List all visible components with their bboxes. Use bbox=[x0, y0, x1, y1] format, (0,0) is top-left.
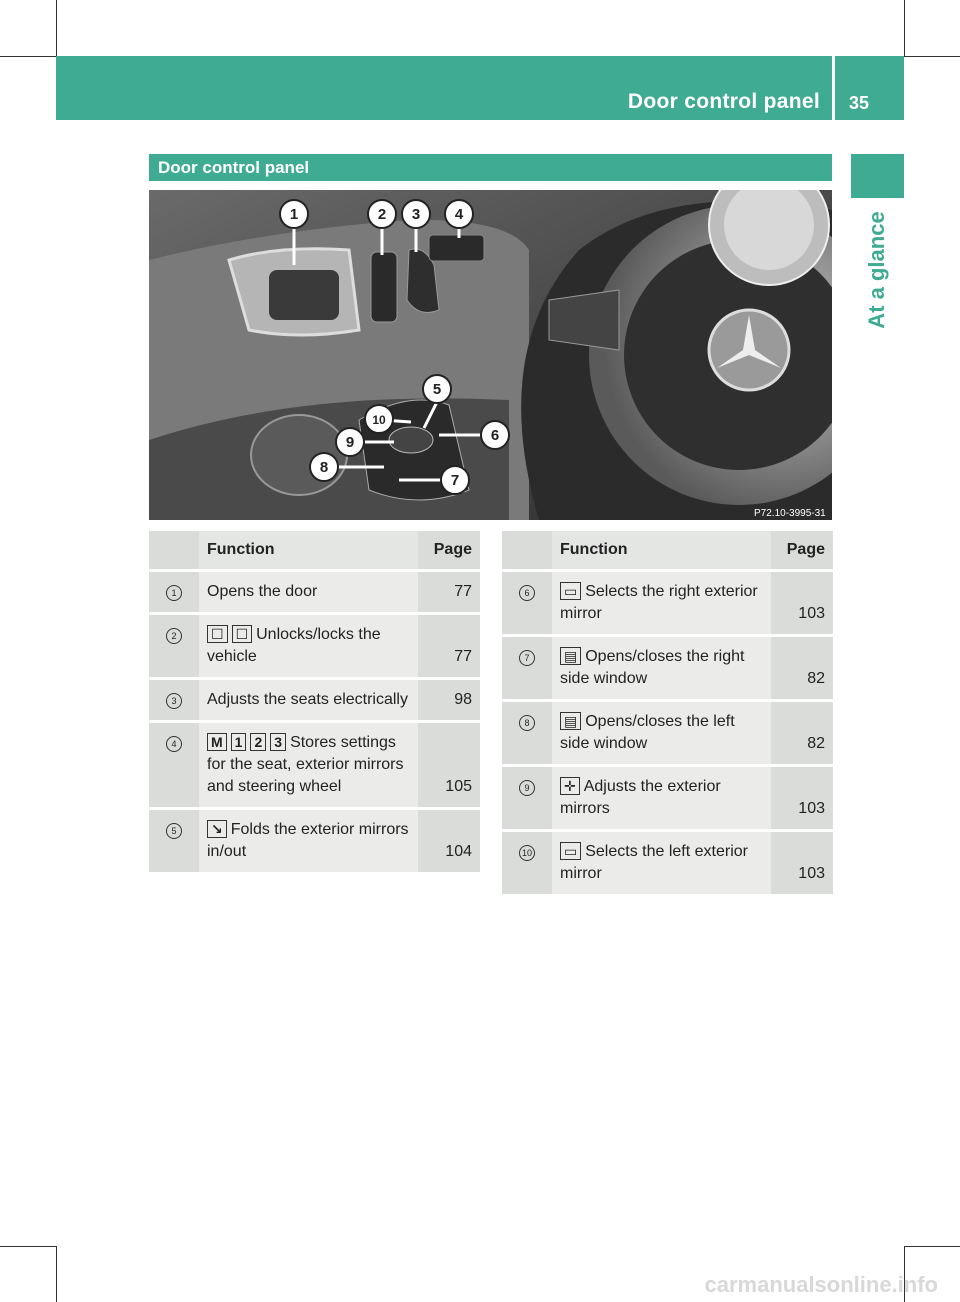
page-number-box bbox=[835, 56, 904, 120]
control-symbol-icon: ☐ bbox=[207, 625, 228, 643]
row-number: 2 bbox=[166, 628, 182, 644]
control-symbol-icon: ▭ bbox=[560, 842, 581, 860]
section-title-bar bbox=[149, 154, 832, 181]
side-label: At a glance bbox=[864, 211, 889, 329]
svg-text:2: 2 bbox=[377, 206, 387, 223]
page-reference: 82 bbox=[771, 637, 833, 702]
function-text: Adjusts the seats electrically bbox=[207, 691, 408, 708]
row-number: 7 bbox=[519, 650, 535, 666]
callout-4 bbox=[445, 200, 473, 228]
callout-3 bbox=[402, 200, 430, 228]
table-row bbox=[149, 572, 480, 615]
row-number: 4 bbox=[166, 736, 182, 752]
function-text: Selects the right exterior mirror bbox=[560, 583, 758, 622]
function-text: Opens the door bbox=[207, 583, 318, 600]
callout-9 bbox=[336, 428, 364, 456]
control-symbol-icon: ↘ bbox=[207, 820, 227, 838]
table-row bbox=[149, 810, 480, 875]
control-symbol-icon: ▭ bbox=[560, 582, 581, 600]
page-header-bar bbox=[56, 56, 832, 120]
crop-mark bbox=[0, 1246, 56, 1247]
page-reference: 77 bbox=[418, 615, 480, 680]
section-title: Door control panel bbox=[158, 158, 310, 177]
page-reference: 104 bbox=[418, 810, 480, 875]
row-number: 10 bbox=[519, 845, 535, 861]
column-function: Function bbox=[552, 531, 771, 572]
callout-2 bbox=[368, 200, 396, 228]
page-reference: 77 bbox=[418, 572, 480, 615]
control-symbol-icon: M bbox=[207, 733, 227, 751]
control-symbol-icon: ☐ bbox=[232, 625, 253, 643]
svg-text:8: 8 bbox=[319, 459, 329, 476]
function-table-right bbox=[502, 531, 833, 897]
callout-8 bbox=[310, 453, 338, 481]
crop-mark bbox=[904, 0, 905, 56]
crop-mark bbox=[56, 1246, 57, 1302]
svg-text:6: 6 bbox=[490, 427, 500, 444]
column-page: Page bbox=[418, 531, 480, 572]
control-symbol-icon: 2 bbox=[250, 733, 266, 751]
callout-5 bbox=[423, 375, 451, 403]
control-symbol-icon: 3 bbox=[270, 733, 286, 751]
table-row bbox=[502, 572, 833, 637]
page-reference: 103 bbox=[771, 767, 833, 832]
crop-mark bbox=[0, 56, 56, 57]
page-header-title: Door control panel bbox=[627, 90, 820, 113]
svg-text:9: 9 bbox=[345, 434, 355, 451]
photo-code: P72.10-3995-31 bbox=[754, 508, 826, 519]
door-panel-illustration bbox=[149, 190, 832, 520]
crop-mark bbox=[904, 1246, 960, 1247]
row-number: 1 bbox=[166, 585, 182, 601]
crop-mark bbox=[904, 56, 960, 57]
page-reference: 82 bbox=[771, 702, 833, 767]
table-row bbox=[502, 702, 833, 767]
control-symbol-icon: 1 bbox=[231, 733, 247, 751]
callout-1 bbox=[280, 200, 308, 228]
callout-6 bbox=[481, 421, 509, 449]
table-row bbox=[149, 723, 480, 810]
svg-text:10: 10 bbox=[372, 413, 386, 427]
row-number: 9 bbox=[519, 780, 535, 796]
table-row bbox=[502, 832, 833, 897]
callout-7 bbox=[441, 466, 469, 494]
row-number: 5 bbox=[166, 823, 182, 839]
column-page: Page bbox=[771, 531, 833, 572]
table-row bbox=[502, 637, 833, 702]
function-text: Stores settings for the seat, exterior mirrors and steering wheel bbox=[207, 734, 404, 795]
page-reference: 103 bbox=[771, 572, 833, 637]
svg-text:1: 1 bbox=[289, 206, 299, 223]
door-panel-photo bbox=[149, 190, 832, 520]
side-tab bbox=[851, 154, 904, 198]
page-reference: 103 bbox=[771, 832, 833, 897]
callout-10 bbox=[365, 405, 393, 433]
row-number: 6 bbox=[519, 585, 535, 601]
table-row bbox=[502, 767, 833, 832]
svg-text:4: 4 bbox=[454, 206, 464, 223]
table-row bbox=[149, 615, 480, 680]
column-function: Function bbox=[199, 531, 418, 572]
svg-text:3: 3 bbox=[411, 206, 421, 223]
function-text: Folds the exterior mirrors in/out bbox=[207, 821, 409, 860]
svg-text:7: 7 bbox=[450, 472, 460, 489]
page-reference: 98 bbox=[418, 680, 480, 723]
control-symbol-icon: ✛ bbox=[560, 777, 580, 795]
control-symbol-icon: ▤ bbox=[560, 712, 581, 730]
page-reference: 105 bbox=[418, 723, 480, 810]
page-number: 35 bbox=[849, 93, 870, 113]
function-text: Opens/closes the left side window bbox=[560, 713, 735, 752]
row-number: 8 bbox=[519, 715, 535, 731]
function-text: Selects the left exterior mirror bbox=[560, 843, 748, 882]
function-table-left bbox=[149, 531, 480, 875]
row-number: 3 bbox=[166, 693, 182, 709]
table-row bbox=[149, 680, 480, 723]
svg-text:5: 5 bbox=[432, 381, 442, 398]
function-text: Adjusts the exterior mirrors bbox=[560, 778, 721, 817]
function-text: Opens/closes the right side window bbox=[560, 648, 745, 687]
function-text: Unlocks/locks the vehicle bbox=[207, 626, 381, 665]
crop-mark bbox=[56, 0, 57, 56]
watermark: carmanualsonline.info bbox=[704, 1272, 938, 1297]
control-symbol-icon: ▤ bbox=[560, 647, 581, 665]
